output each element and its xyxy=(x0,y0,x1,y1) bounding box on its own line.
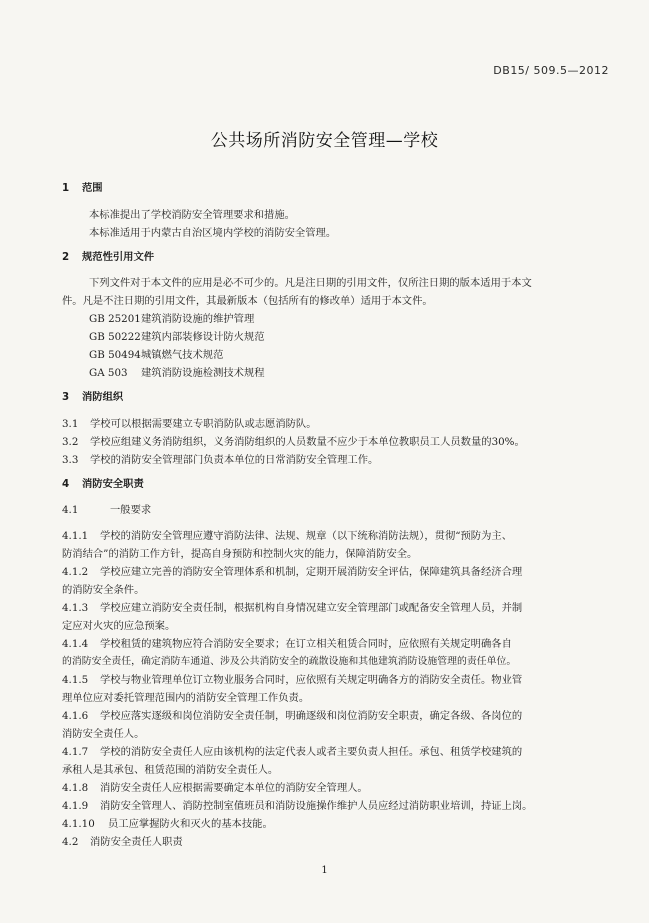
section-title: 消防组织 xyxy=(82,391,124,403)
subsection-4-1-heading xyxy=(62,503,151,517)
paragraph: 本标准适用于内蒙古自治区境内学校的消防安全管理。 xyxy=(89,227,337,239)
clause xyxy=(62,529,512,543)
clause xyxy=(62,453,378,467)
reference-code: GB 50494 xyxy=(89,349,141,361)
reference-item xyxy=(89,330,265,344)
clause-number: 4.1.3 xyxy=(62,602,89,614)
paragraph: 件。凡是不注日期的引用文件，其最新版本（包括所有的修改单）适用于本文件。 xyxy=(62,295,433,307)
clause xyxy=(62,709,522,723)
clause-text: 学校应建立完善的消防安全管理体系和机制，定期开展消防安全评估，保障建筑具备经济合理 xyxy=(100,566,523,578)
paragraph: 下列文件对于本文件的应用是必不可少的。凡是注日期的引用文件，仅所注日期的版本适用于本文 xyxy=(89,277,532,289)
clause xyxy=(62,417,317,431)
clause-text: 学校应建立消防安全责任制，根据机构自身情况建立安全管理部门或配备安全管理人员，并制 xyxy=(100,602,523,614)
clause-continuation: 防消结合”的消防工作方针，提高自身预防和控制火灾的能力，保障消防安全。 xyxy=(62,548,418,560)
page-number: 1 xyxy=(321,865,328,876)
reference-item xyxy=(89,312,254,326)
reference-name: 建筑消防设施的维护管理 xyxy=(141,313,255,325)
clause-continuation: 定应对火灾的应急预案。 xyxy=(62,620,176,632)
clause xyxy=(62,601,522,615)
reference-code: GA 503 xyxy=(89,367,128,379)
section-number: 2 xyxy=(62,251,70,263)
clause-continuation: 消防安全责任人。 xyxy=(62,728,145,740)
section-number: 3 xyxy=(62,391,70,403)
clause xyxy=(62,637,512,651)
subsection-number: 4.1 xyxy=(62,504,79,516)
paragraph: 本标准提出了学校消防安全管理要求和措施。 xyxy=(89,209,295,221)
clause-number: 3.1 xyxy=(62,418,79,430)
clause-text: 学校与物业管理单位订立物业服务合同时，应依照有关规定明确各方的消防安全责任。物业管 xyxy=(100,674,523,686)
clause-continuation: 的消防安全责任，确定消防车通道、涉及公共消防安全的疏散设施和其他建筑消防设施管理的责任单位。 xyxy=(62,656,517,667)
reference-item xyxy=(89,348,223,362)
clause-text: 学校可以根据需要建立专职消防队或志愿消防队。 xyxy=(90,418,317,430)
clause-text: 学校的消防安全责任人应由该机构的法定代表人或者主要负责人担任。承包、租赁学校建筑的 xyxy=(100,746,523,758)
clause-number: 3.2 xyxy=(62,436,79,448)
clause-number: 4.1.8 xyxy=(62,782,89,794)
reference-item xyxy=(89,366,265,380)
clause-text: 消防安全管理人、消防控制室值班员和消防设施操作维护人员应经过消防职业培训，持证上岗。 xyxy=(100,800,533,812)
clause-number: 4.1.10 xyxy=(62,818,95,830)
clause xyxy=(62,745,522,759)
reference-name: 城镇燃气技术规范 xyxy=(141,349,224,361)
clause-text: 学校应组建义务消防组织，义务消防组织的人员数量不应少于本单位教职员工人员数量的30%。 xyxy=(90,436,525,448)
clause-number: 3.3 xyxy=(62,454,79,466)
clause-text: 消防安全责任人应根据需要确定本单位的消防安全管理人。 xyxy=(100,782,368,794)
section-1-heading xyxy=(62,181,103,195)
clause-number: 4.1.9 xyxy=(62,800,89,812)
reference-code: GB 50222 xyxy=(89,331,141,343)
reference-name: 建筑消防设施检测技术规程 xyxy=(141,367,265,379)
clause xyxy=(62,565,522,579)
subsection-number: 4.2 xyxy=(62,836,79,848)
section-title: 规范性引用文件 xyxy=(82,251,155,263)
clause-continuation: 的消防安全条件。 xyxy=(62,584,145,596)
clause-continuation: 理单位应对委托管理范围内的消防安全管理工作负责。 xyxy=(62,692,310,704)
clause-text: 学校应落实逐级和岗位消防安全责任制，明确逐级和岗位消防安全职责，确定各级、各岗位的 xyxy=(100,710,523,722)
subsection-title: 一般要求 xyxy=(110,504,152,516)
standard-code: DB15/ 509.5—2012 xyxy=(493,64,609,77)
section-number: 4 xyxy=(62,478,70,490)
clause-number: 4.1.1 xyxy=(62,530,89,542)
document-title: 公共场所消防安全管理—学校 xyxy=(210,131,439,151)
clause-number: 4.1.7 xyxy=(62,746,89,758)
clause-number: 4.1.2 xyxy=(62,566,89,578)
clause xyxy=(62,799,532,813)
reference-name: 建筑内部装修设计防火规范 xyxy=(141,331,265,343)
clause-number: 4.1.5 xyxy=(62,674,89,686)
clause-number: 4.1.6 xyxy=(62,710,89,722)
section-title: 范围 xyxy=(82,182,103,194)
section-title: 消防安全职责 xyxy=(82,478,144,490)
clause-text: 员工应掌握防火和灭火的基本技能。 xyxy=(108,818,273,830)
clause xyxy=(62,817,273,831)
subsection-title: 消防安全责任人职责 xyxy=(90,836,183,848)
section-number: 1 xyxy=(62,182,70,194)
clause xyxy=(62,673,522,687)
section-3-heading xyxy=(62,390,123,404)
section-4-heading xyxy=(62,477,144,491)
clause-text: 学校的消防安全管理部门负责本单位的日常消防安全管理工作。 xyxy=(90,454,379,466)
clause-continuation: 承租人是其承包、租赁范围的消防安全责任人。 xyxy=(62,764,279,776)
section-2-heading xyxy=(62,250,154,264)
clause-number: 4.1.4 xyxy=(62,638,89,650)
subsection-4-2-heading xyxy=(62,835,183,849)
clause-text: 学校租赁的建筑物应符合消防安全要求；在订立相关租赁合同时，应依照有关规定明确各自 xyxy=(100,638,512,650)
clause xyxy=(62,781,368,795)
clause xyxy=(62,435,525,449)
clause-text: 学校的消防安全管理应遵守消防法律、法规、规章（以下统称消防法规），贯彻“预防为主、 xyxy=(100,530,512,542)
reference-code: GB 25201 xyxy=(89,313,141,325)
